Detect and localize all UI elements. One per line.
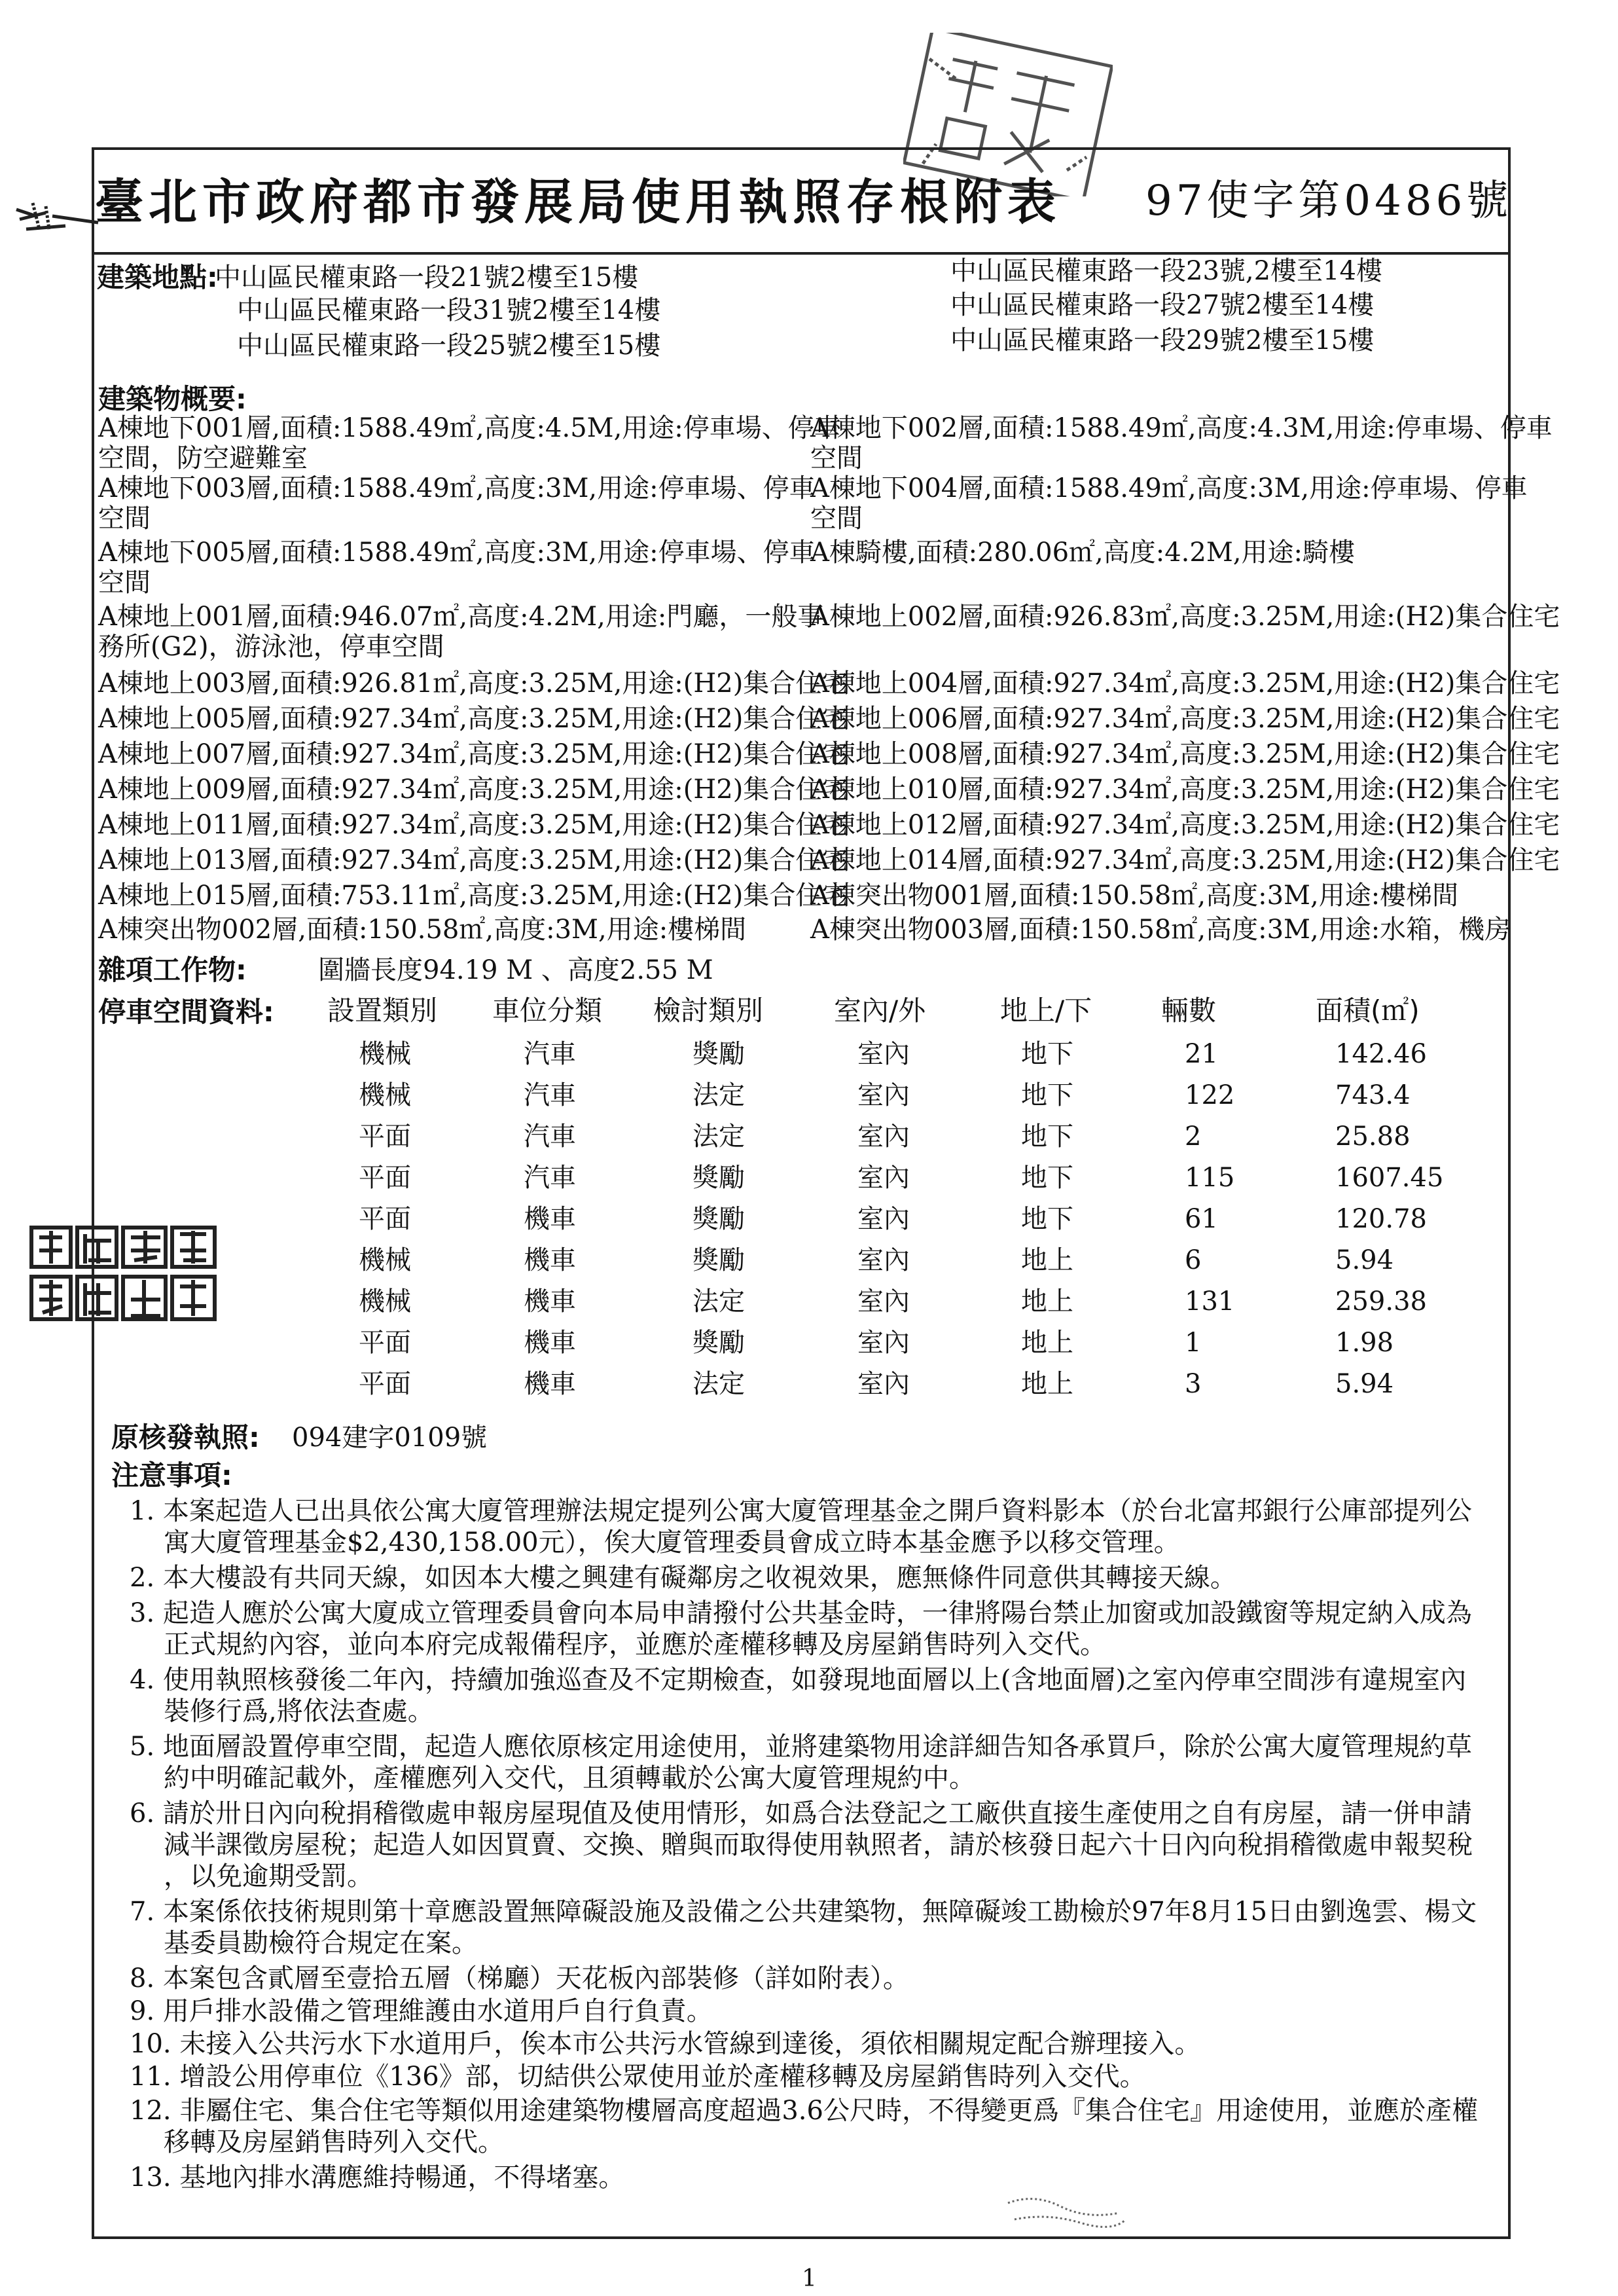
site-address: 中山區民權東路一段23號,2樓至14樓 [950, 256, 1382, 286]
parking-cell: 115 [1185, 1163, 1235, 1193]
parking-cell: 獎勵 [692, 1039, 745, 1069]
note-line: 正式規約內容，並向本府完成報備程序，並應於產權移轉及房屋銷售時列入交代。 [164, 1630, 1106, 1660]
overview-line: A棟地下002層,面積:1588.49㎡,高度:4.3M,用途:停車場、停車 [810, 413, 1553, 443]
note-line: 1. 本案起造人已出具依公寓大廈管理辦法規定提列公寓大廈管理基金之開戶資料影本（於台北富邦銀行公庫部提列公 [130, 1496, 1472, 1526]
parking-cell: 獎勵 [692, 1204, 745, 1234]
parking-cell: 地上 [1021, 1328, 1073, 1358]
parking-cell: 平面 [359, 1328, 411, 1358]
parking-cell: 汽車 [524, 1163, 576, 1193]
overview-line: A棟地上005層,面積:927.34㎡,高度:3.25M,用途:(H2)集合住宅 [98, 704, 848, 734]
parking-cell: 機車 [524, 1369, 576, 1399]
site-address: 中山區民權東路一段21號2樓至15樓 [215, 263, 639, 293]
note-line: 4. 使用執照核發後二年內，持續加強巡查及不定期檢查，如發現地面層以上(含地面層)之室內停車空間涉有違規室內 [130, 1665, 1467, 1695]
parking-cell: 室內 [857, 1245, 910, 1275]
parking-cell: 法定 [692, 1121, 745, 1152]
parking-cell: 室內 [857, 1080, 910, 1110]
overview-line: 空間 [810, 503, 863, 534]
parking-cell: 室內 [857, 1286, 910, 1317]
parking-cell: 1 [1185, 1328, 1202, 1358]
parking-cell: 機車 [524, 1286, 576, 1317]
site-address: 中山區民權東路一段25號2樓至15樓 [237, 331, 661, 361]
parking-cell: 汽車 [524, 1121, 576, 1152]
overview-label: 建築物概要: [98, 383, 247, 415]
parking-cell: 5.94 [1335, 1369, 1394, 1399]
parking-header: 室內/外 [834, 994, 926, 1027]
overview-line: A棟地上008層,面積:927.34㎡,高度:3.25M,用途:(H2)集合住宅 [810, 739, 1560, 769]
parking-cell: 122 [1185, 1080, 1235, 1110]
note-line: 約中明確記載外，產權應列入交代，且須轉載於公寓大廈管理規約中。 [164, 1763, 975, 1793]
parking-cell: 獎勵 [692, 1245, 745, 1275]
overview-line: A棟地上015層,面積:753.11㎡,高度:3.25M,用途:(H2)集合住宅 [98, 881, 848, 911]
parking-cell: 室內 [857, 1039, 910, 1069]
overview-line: A棟突出物001層,面積:150.58㎡,高度:3M,用途:樓梯間 [810, 881, 1459, 911]
overview-line: A棟地上002層,面積:926.83㎡,高度:3.25M,用途:(H2)集合住宅 [810, 602, 1560, 632]
parking-cell: 室內 [857, 1328, 910, 1358]
parking-cell: 室內 [857, 1369, 910, 1399]
parking-cell: 獎勵 [692, 1328, 745, 1358]
overview-line: A棟地下005層,面積:1588.49㎡,高度:3M,用途:停車場、停車 [98, 538, 816, 568]
overview-line: A棟騎樓,面積:280.06㎡,高度:4.2M,用途:騎樓 [810, 538, 1355, 568]
overview-line: A棟地下003層,面積:1588.49㎡,高度:3M,用途:停車場、停車 [98, 473, 816, 503]
notes-label: 注意事項: [111, 1459, 232, 1491]
page-number: 1 [802, 2265, 817, 2292]
parking-cell: 法定 [692, 1369, 745, 1399]
overview-line: A棟地上013層,面積:927.34㎡,高度:3.25M,用途:(H2)集合住宅 [98, 845, 848, 875]
parking-cell: 平面 [359, 1369, 411, 1399]
site-address: 中山區民權東路一段27號2樓至14樓 [950, 290, 1375, 320]
parking-header: 車位分類 [492, 994, 603, 1027]
parking-cell: 120.78 [1335, 1204, 1427, 1234]
parking-header: 地上/下 [1000, 994, 1092, 1027]
misc-value: 圍牆長度94.19 M 、高度2.55 M [318, 955, 713, 985]
overview-line: A棟地上014層,面積:927.34㎡,高度:3.25M,用途:(H2)集合住宅 [810, 845, 1560, 875]
parking-cell: 131 [1185, 1286, 1235, 1317]
original-permit-label: 原核發執照: [111, 1421, 260, 1453]
overview-line: A棟突出物002層,面積:150.58㎡,高度:3M,用途:樓梯間 [98, 915, 747, 945]
overview-line: 務所(G2)，游泳池，停車空間 [98, 632, 444, 662]
note-line: 3. 起造人應於公寓大廈成立管理委員會向本局申請撥付公共基金時，一律將陽台禁止加窗或加設鐵窗等規定納入成為 [130, 1598, 1472, 1628]
document-number: 97使字第0486號 [1145, 177, 1513, 225]
parking-label: 停車空間資料: [98, 996, 274, 1028]
parking-cell: 地上 [1021, 1245, 1073, 1275]
overview-line: A棟地上003層,面積:926.81㎡,高度:3.25M,用途:(H2)集合住宅 [98, 668, 848, 699]
note-line: 2. 本大樓設有共同天線，如因本大樓之興建有礙鄰房之收視效果，應無條件同意供其轉接天線。 [130, 1563, 1236, 1593]
document-title: 臺北市政府都市發展局使用執照存根附表 [95, 174, 1061, 230]
parking-cell: 法定 [692, 1080, 745, 1110]
overview-line: A棟地下004層,面積:1588.49㎡,高度:3M,用途:停車場、停車 [810, 473, 1528, 503]
parking-cell: 機車 [524, 1328, 576, 1358]
parking-cell: 地上 [1021, 1286, 1073, 1317]
parking-header: 設置類別 [327, 994, 438, 1027]
parking-cell: 地上 [1021, 1369, 1073, 1399]
parking-cell: 259.38 [1335, 1286, 1427, 1317]
parking-header: 輛數 [1161, 994, 1217, 1027]
overview-line: A棟突出物003層,面積:150.58㎡,高度:3M,用途:水箱，機房 [810, 915, 1511, 945]
parking-cell: 地下 [1021, 1163, 1073, 1193]
parking-cell: 142.46 [1335, 1039, 1427, 1069]
note-line: ，以免逾期受罰。 [164, 1861, 373, 1891]
parking-cell: 機械 [359, 1039, 411, 1069]
parking-cell: 平面 [359, 1204, 411, 1234]
parking-cell: 汽車 [524, 1039, 576, 1069]
parking-cell: 室內 [857, 1204, 910, 1234]
note-line: 9. 用戶排水設備之管理維護由水道用戶自行負責。 [130, 1996, 713, 2026]
note-line: 移轉及房屋銷售時列入交代。 [164, 2127, 504, 2157]
parking-cell: 機械 [359, 1245, 411, 1275]
parking-cell: 獎勵 [692, 1163, 745, 1193]
parking-cell: 地下 [1021, 1039, 1073, 1069]
parking-cell: 5.94 [1335, 1245, 1394, 1275]
note-line: 5. 地面層設置停車空間，起造人應依原核定用途使用，並將建築物用途詳細告知各承買戶，除於公寓大廈管理規約草 [130, 1732, 1472, 1762]
overview-line: 空間 [810, 443, 863, 473]
note-line: 8. 本案包含貳層至壹拾五層（梯廳）天花板內部裝修（詳如附表）。 [130, 1963, 909, 1994]
overview-line: A棟地上006層,面積:927.34㎡,高度:3.25M,用途:(H2)集合住宅 [810, 704, 1560, 734]
overview-line: 空間 [98, 568, 151, 598]
note-line: 7. 本案係依技術規則第十章應設置無障礙設施及設備之公共建築物，無障礙竣工勘檢於97年8月15日由劉逸雲、楊文 [130, 1897, 1477, 1927]
parking-cell: 機械 [359, 1286, 411, 1317]
overview-line: A棟地上010層,面積:927.34㎡,高度:3.25M,用途:(H2)集合住宅 [810, 774, 1560, 805]
overview-line: A棟地上009層,面積:927.34㎡,高度:3.25M,用途:(H2)集合住宅 [98, 774, 848, 805]
parking-cell: 機械 [359, 1080, 411, 1110]
overview-line: A棟地下001層,面積:1588.49㎡,高度:4.5M,用途:停車場、停車 [98, 413, 840, 443]
note-line: 6. 請於卅日內向稅捐稽徵處申報房屋現值及使用情形，如爲合法登記之工廠供直接生產使用之自有房屋，請一併申請 [130, 1798, 1472, 1829]
parking-cell: 機車 [524, 1245, 576, 1275]
parking-cell: 743.4 [1335, 1080, 1411, 1110]
note-line: 11. 增設公用停車位《136》部，切結供公眾使用並於產權移轉及房屋銷售時列入交代。 [130, 2062, 1146, 2092]
overview-line: 空間，防空避難室 [98, 443, 308, 473]
site-address: 中山區民權東路一段29號2樓至15樓 [950, 325, 1375, 355]
misc-label: 雜項工作物: [98, 954, 247, 986]
original-permit-value: 094建字0109號 [292, 1423, 488, 1453]
site-label: 建築地點: [97, 261, 218, 293]
parking-cell: 室內 [857, 1121, 910, 1152]
parking-cell: 2 [1185, 1121, 1202, 1152]
parking-cell: 6 [1185, 1245, 1202, 1275]
overview-line: 空間 [98, 503, 151, 534]
parking-cell: 61 [1185, 1204, 1218, 1234]
parking-cell: 室內 [857, 1163, 910, 1193]
parking-cell: 機車 [524, 1204, 576, 1234]
parking-cell: 汽車 [524, 1080, 576, 1110]
overview-line: A棟地上004層,面積:927.34㎡,高度:3.25M,用途:(H2)集合住宅 [810, 668, 1560, 699]
parking-cell: 法定 [692, 1286, 745, 1317]
note-line: 減半課徵房屋稅；起造人如因買賣、交換、贈與而取得使用執照者，請於核發日起六十日內向稅捐稽徵處申報契稅 [164, 1830, 1473, 1860]
parking-cell: 1607.45 [1335, 1163, 1444, 1193]
note-line: 裝修行爲,將依法查處。 [164, 1696, 434, 1726]
note-line: 10. 未接入公共污水下水道用戶，俟本市公共污水管線到達後，須依相關規定配合辦理接入。 [130, 2029, 1201, 2059]
overview-line: A棟地上012層,面積:927.34㎡,高度:3.25M,用途:(H2)集合住宅 [810, 810, 1560, 840]
parking-cell: 平面 [359, 1121, 411, 1152]
parking-cell: 3 [1185, 1369, 1202, 1399]
parking-cell: 地下 [1021, 1204, 1073, 1234]
parking-cell: 1.98 [1335, 1328, 1394, 1358]
note-line: 基委員勘檢符合規定在案。 [164, 1928, 478, 1958]
note-line: 寓大廈管理基金$2,430,158.00元），俟大廈管理委員會成立時本基金應予以移交管理。 [164, 1527, 1180, 1558]
overview-line: A棟地上001層,面積:946.07㎡,高度:4.2M,用途:門廳，一般事 [98, 602, 824, 632]
site-address: 中山區民權東路一段31號2樓至14樓 [237, 295, 661, 325]
parking-cell: 21 [1185, 1039, 1218, 1069]
note-line: 12. 非屬住宅、集合住宅等類似用途建築物樓層高度超過3.6公尺時，不得變更爲『集合住宅』用途使用，並應於產權 [130, 2096, 1478, 2126]
parking-cell: 平面 [359, 1163, 411, 1193]
parking-header: 面積(㎡) [1316, 994, 1420, 1027]
parking-header: 檢討類別 [653, 994, 764, 1027]
parking-cell: 25.88 [1335, 1121, 1411, 1152]
overview-line: A棟地上011層,面積:927.34㎡,高度:3.25M,用途:(H2)集合住宅 [98, 810, 848, 840]
parking-cell: 地下 [1021, 1121, 1073, 1152]
note-line: 13. 基地內排水溝應維持暢通，不得堵塞。 [130, 2162, 625, 2193]
parking-cell: 地下 [1021, 1080, 1073, 1110]
overview-line: A棟地上007層,面積:927.34㎡,高度:3.25M,用途:(H2)集合住宅 [98, 739, 848, 769]
